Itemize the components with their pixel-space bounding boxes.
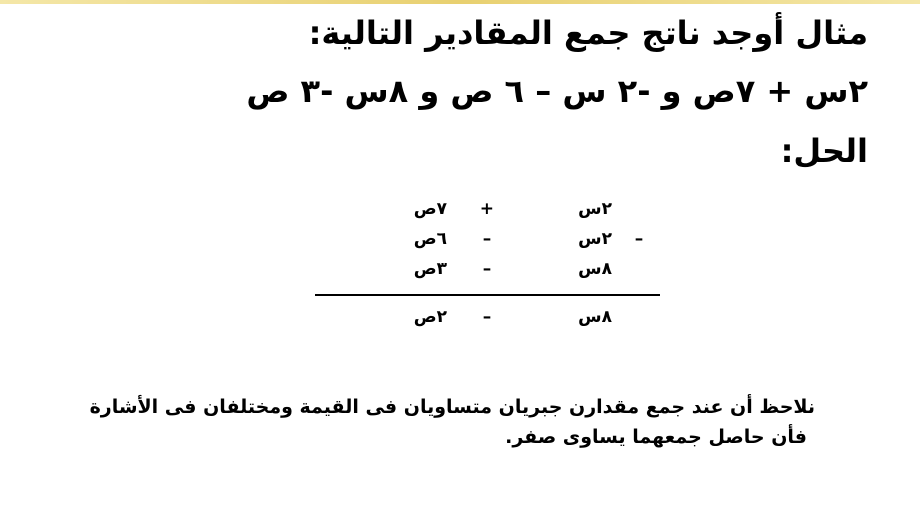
solution-label: الحل: [780,132,868,170]
exercise-expression: ٢س + ٧ص و -٢ س – ٦ ص و ٨س -٣ ص [246,72,868,110]
row3-x-term: ٨س [578,259,612,279]
row2-y-term: ٦ص [413,229,447,249]
sum-line [315,294,660,296]
row3-y-term: ٣ص [413,259,447,279]
row1-y-term: ٧ص [413,199,447,219]
row2-operator: – [482,229,492,249]
example-title: مثال أوجد ناتج جمع المقادير التالية: [308,14,868,52]
note-line-1: نلاحظ أن عند جمع مقدارن جبريان متساويان فى القيمة ومختلفان فى الأشارة [89,396,815,418]
result-x-term: ٨س [578,307,612,327]
row3-operator: – [482,259,492,279]
row1-operator: + [479,199,494,219]
row1-x-term: ٢س [578,199,612,219]
row2-x-term: ٢س [578,229,612,249]
result-operator: – [482,307,492,327]
result-y-term: ٢ص [413,307,447,327]
note-line-2: فأن حاصل جمعهما يساوى صفر. [505,426,807,448]
row2-sign: – [634,229,644,249]
top-accent-rule [0,0,920,4]
